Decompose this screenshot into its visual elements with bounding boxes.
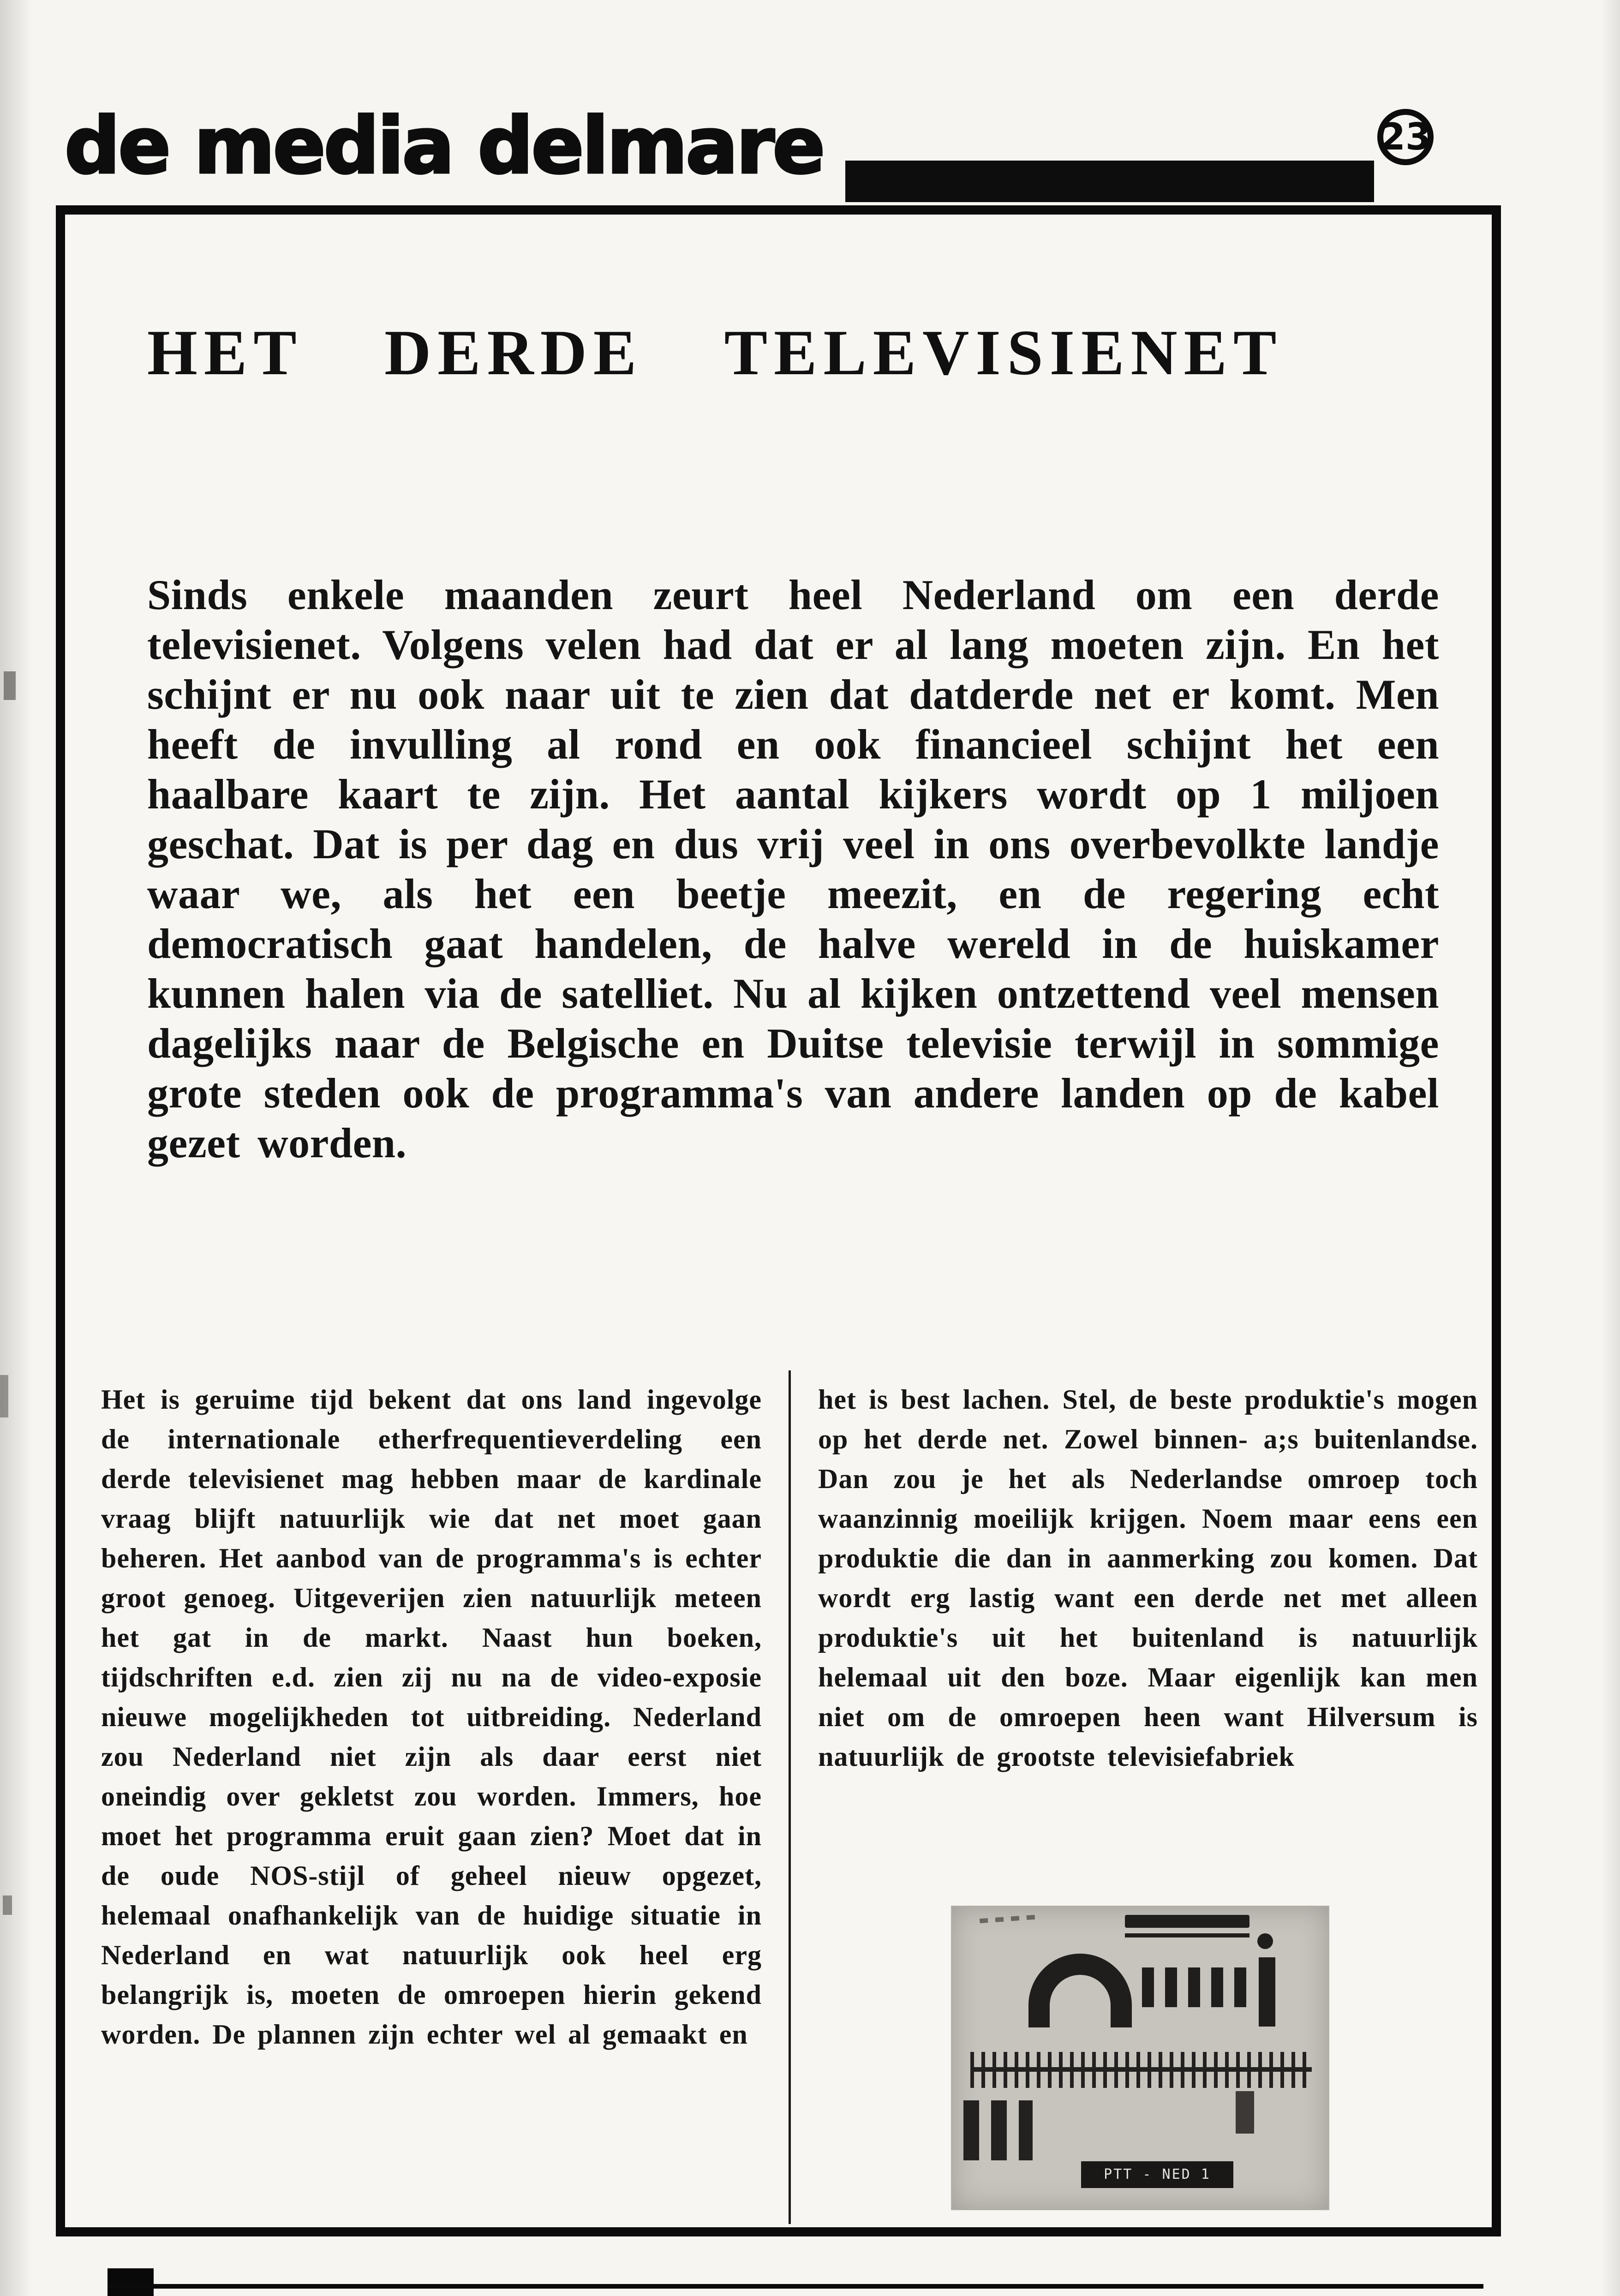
page-number-badge [1377, 109, 1434, 165]
article-column-right: het is best lachen. Stel, de beste produktie's mogen op het derde net. Zowel binnen- a;s buitenlandse. Dan zou je het als Nederlandse omroep toch waanzinnig moeilijk krijgen. Noem maar eens een produktie die dan in aanmerking zou komen. Dat wordt erg lastig want een derde net met alleen produktie's uit het buitenland is natuurlijk helemaal uit den boze. Maar eigenlijk kan men niet om de omroepen heen want Hilversum is natuurlijk de grootste televisiefabriek [818, 1384, 1478, 1772]
column-divider-rule [789, 1370, 791, 2224]
testcard-arch-shape [1028, 1954, 1132, 2027]
testcard-topbar-shape [1125, 1915, 1249, 1928]
scan-artifact-line [108, 2284, 1483, 2289]
article-frame [56, 205, 1501, 2236]
magazine-logo-text: de media delmare [65, 101, 824, 191]
article-title: HET DERDE TELEVISIENET [147, 317, 1283, 389]
masthead-rule-bar [845, 161, 1374, 202]
page-number: 23 [1380, 115, 1431, 158]
testcard-rightbar-shape [1236, 2091, 1254, 2134]
testcard-topline-shape [1125, 1933, 1249, 1937]
article-column-left: Het is geruime tijd bekent dat ons land ingevolge de internationale etherfrequentieverdeling een derde televisienet mag hebben maar de kardinale vraag blijft natuurlijk wie dat net moet gaan beheren. Het aanbod van de programma's is echter groot genoeg. Uitgeverijen zien natuurlijk meteen het gat in de markt. Naast hun boeken, tijdschriften e.d. zien zij nu na de video-exposie nieuwe mogelijkheden tot uitbreiding. Nederland zou Nederland niet zijn als daar eerst niet oneindig over gekletst zou worden. Immers, hoe moet het programma eruit gaan zien? Moet dat in de oude NOS-stijl of geheel nieuw opgezet, helemaal onafhankelijk van de huidige situatie in Nederland en wat natuurlijk ook heel erg belangrijk is, moeten de omroepen hierin gekend worden. De plannen zijn echter wel al gemaakt en [101, 1384, 762, 2050]
scan-artifact-blob [108, 2268, 154, 2296]
testcard-dot-shape [1257, 1933, 1273, 1949]
photo-scribble-mark [980, 1915, 1035, 1923]
testcard-combline-shape [970, 2067, 1312, 2072]
testcard-hook-shape [1259, 1957, 1275, 2027]
testcard-station-label: PTT - NED 1 [1081, 2161, 1233, 2188]
testcard-leftbars-shape [963, 2100, 1033, 2160]
tv-testcard-photo [951, 1906, 1329, 2210]
scan-speck [3, 1895, 12, 1915]
scan-speck [0, 1375, 8, 1417]
scan-speck [4, 671, 16, 700]
testcard-teeth-shape [1142, 1967, 1252, 2007]
article-intro: Sinds enkele maanden zeurt heel Nederland om een derde televisienet. Volgens velen had dat er al lang moeten zijn. En het schijnt er nu ook naar uit te zien dat datderde net er komt. Men heeft de invulling al rond en ook financieel schijnt het een haalbare kaart te zijn. Het aantal kijkers wordt op 1 miljoen geschat. Dat is per dag en dus vrij veel in ons overbevolkte landje waar we, als het een beetje meezit, en de regering echt democratisch gaat handelen, de halve wereld in de huiskamer kunnen halen via de satelliet. Nu al kijken ontzettend veel mensen dagelijks naar de Belgische en Duitse televisie terwijl in sommige grote steden ook de programma's van andere landen op de kabel gezet worden. [147, 571, 1439, 1166]
